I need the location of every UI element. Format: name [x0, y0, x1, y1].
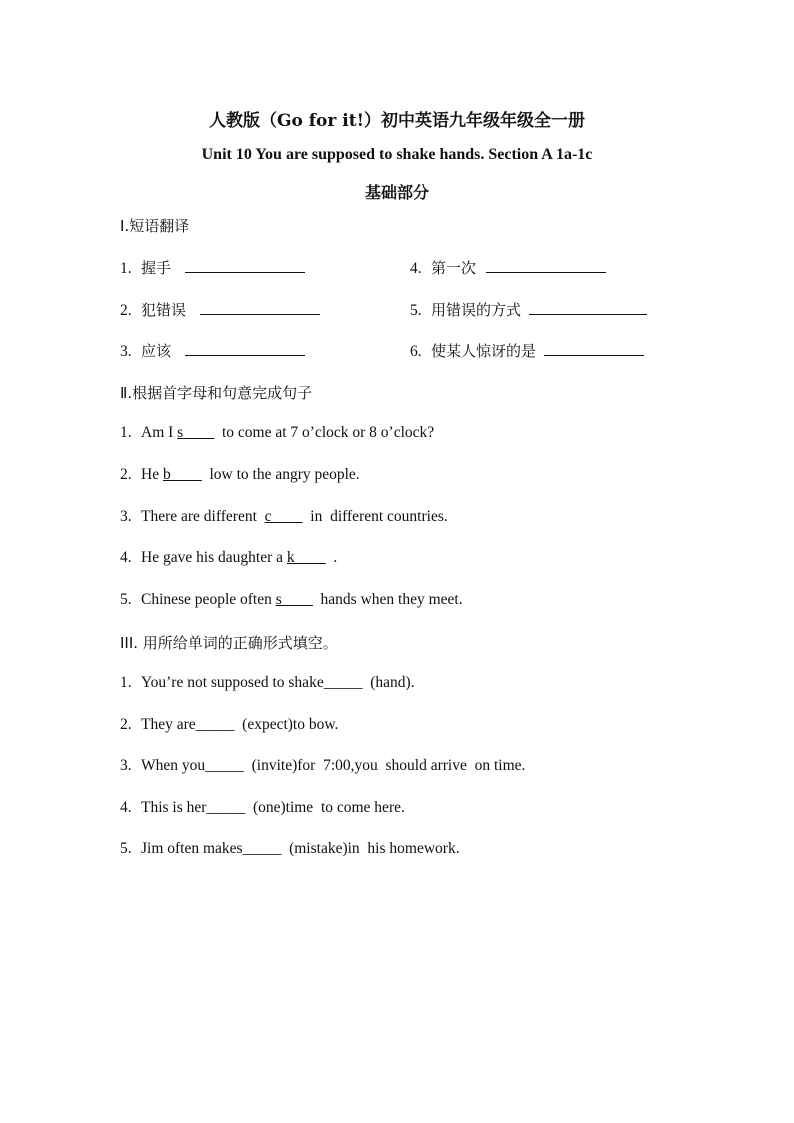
section-subtitle: 基础部分 [364, 183, 429, 202]
phrase-item-1: 1. 握手 [120, 257, 305, 278]
fill-item-3: 3. When you_____ (invite)for 7:00,you should arrive on time. [120, 757, 526, 774]
answer-blank[interactable]: b____ [162, 466, 202, 483]
answer-blank[interactable] [486, 257, 606, 273]
answer-blank[interactable] [529, 299, 647, 315]
phrase-item-5: 5. 用错误的方式 [410, 299, 647, 320]
answer-blank[interactable]: s____ [275, 591, 313, 608]
answer-blank[interactable]: c____ [264, 508, 303, 525]
answer-blank[interactable]: k____ [286, 549, 326, 566]
sentence-item-3: 3. There are different c____ in different countries. [120, 508, 448, 525]
answer-blank[interactable]: _____ [195, 716, 235, 733]
fill-item-1: 1. You’re not supposed to shake_____ (hand). [120, 674, 415, 691]
answer-blank[interactable] [200, 299, 320, 315]
phrase-item-4: 4. 第一次 [410, 257, 606, 278]
answer-blank[interactable]: s____ [177, 424, 215, 441]
phrase-item-6: 6. 使某人惊讶的是 [410, 340, 644, 361]
section2-heading: Ⅱ.根据首字母和句意完成句子 [120, 384, 313, 402]
answer-blank[interactable]: _____ [206, 799, 246, 816]
fill-item-5: 5. Jim often makes_____ (mistake)in his homework. [120, 840, 460, 857]
page-title: 人教版（Go for it!）初中英语九年级年级全一册 [208, 111, 586, 131]
answer-blank[interactable]: _____ [242, 840, 282, 857]
answer-blank[interactable]: _____ [323, 674, 363, 691]
sentence-item-1: 1. Am I s____ to come at 7 o’clock or 8 o’clock? [120, 424, 435, 441]
sentence-item-5: 5. Chinese people often s____ hands when they meet. [120, 591, 463, 608]
phrase-item-2: 2. 犯错误 [120, 299, 320, 320]
sentence-item-2: 2. He b____ low to the angry people. [120, 466, 360, 483]
fill-item-2: 2. They are_____ (expect)to bow. [120, 716, 339, 733]
section1-heading: Ⅰ.短语翻译 [120, 217, 190, 235]
phrase-item-3: 3. 应该 [120, 340, 305, 361]
unit-title: Unit 10 You are supposed to shake hands. Section A 1a-1c [201, 146, 593, 163]
answer-blank[interactable] [185, 340, 305, 356]
answer-blank[interactable] [544, 340, 644, 356]
fill-item-4: 4. This is her_____ (one)time to come here. [120, 799, 405, 816]
answer-blank[interactable]: _____ [205, 757, 244, 774]
answer-blank[interactable] [185, 257, 305, 273]
sentence-item-4: 4. He gave his daughter a k____ . [120, 549, 338, 566]
section3-heading: III. 用所给单词的正确形式填空。 [120, 634, 338, 652]
